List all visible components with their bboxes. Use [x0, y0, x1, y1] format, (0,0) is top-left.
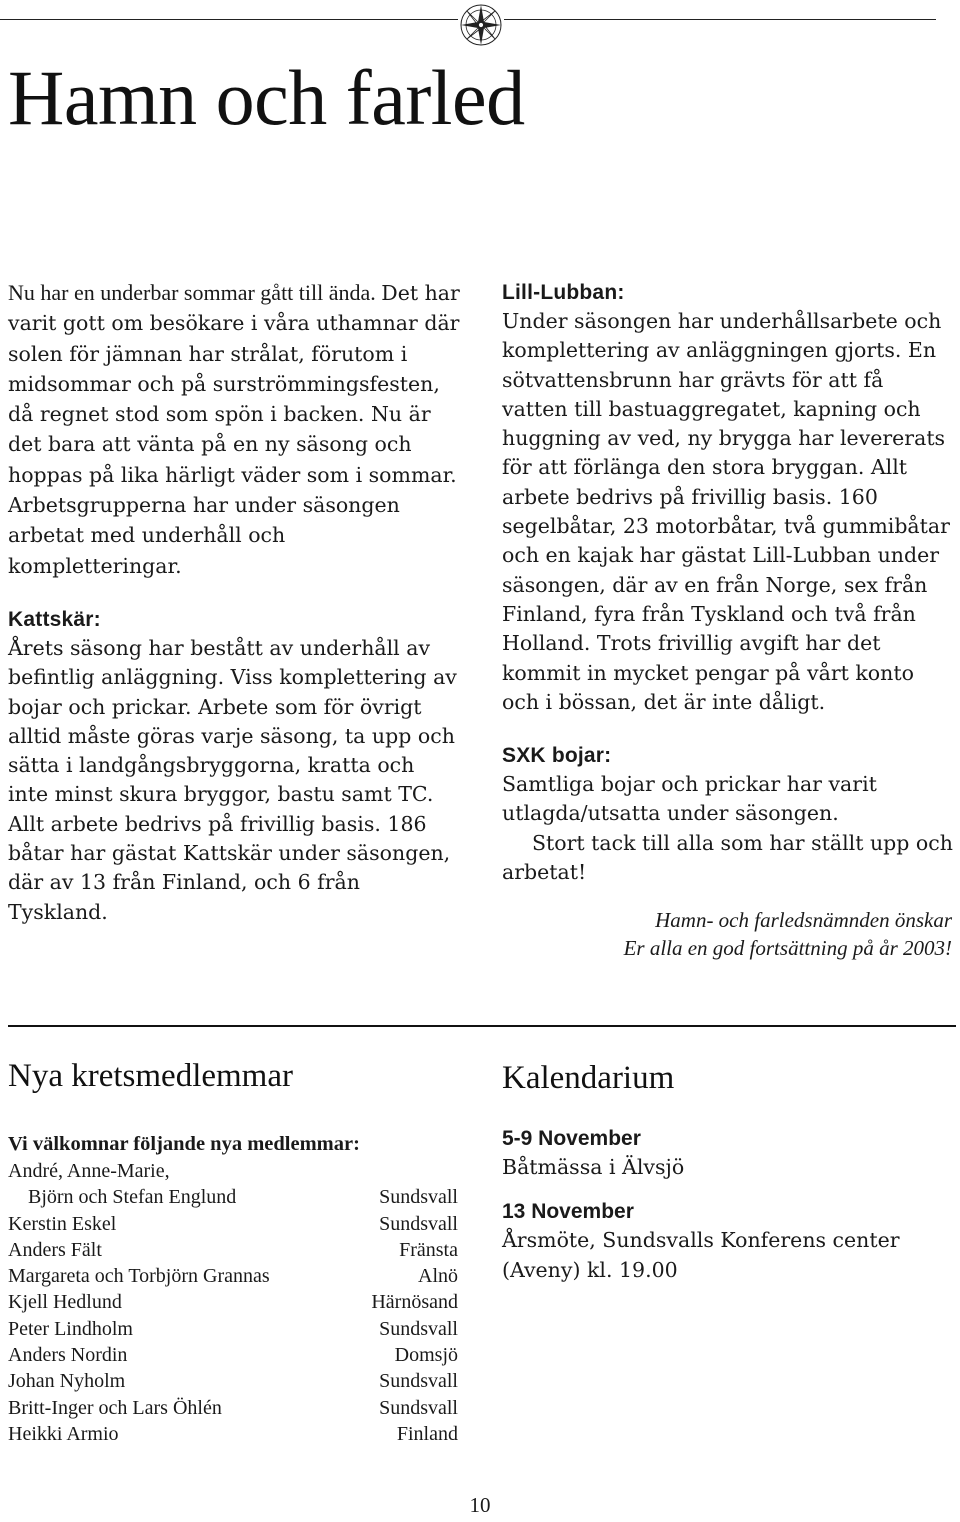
member-name: Heikki Armio — [8, 1422, 119, 1445]
member-row — [8, 1421, 458, 1447]
member-place: Sundsvall — [379, 1212, 458, 1235]
member-row — [8, 1263, 458, 1289]
member-name: Anders Nordin — [8, 1344, 128, 1367]
member-name: Peter Lindholm — [8, 1317, 133, 1340]
member-place: Fränsta — [399, 1238, 458, 1261]
member-name: Anders Fält — [8, 1238, 102, 1261]
member-place: Sundsvall — [379, 1370, 458, 1393]
member-place: Sundsvall — [379, 1317, 458, 1340]
signature-line-1: Hamn- och farledsnämnden önskar — [655, 908, 952, 932]
thanks-text: Stort tack till alla som har ställt upp och arbetat! — [502, 830, 953, 885]
sxk-bojar-text: Samtliga bojar och prickar har varit utlagda/utsatta under säsongen. — [502, 772, 877, 826]
member-row — [8, 1158, 458, 1184]
member-row — [8, 1211, 458, 1237]
member-name: Kjell Hedlund — [8, 1291, 122, 1314]
section-divider — [8, 1025, 956, 1027]
event-text: Årsmöte, Sundsvalls Konferens center (Aveny) kl. 19.00 — [502, 1228, 900, 1282]
member-place: Alnö — [418, 1265, 458, 1288]
right-column — [502, 278, 954, 887]
kattskar-text: Årets säsong har bestått av underhåll av befintlig anläggning. Viss komplettering av bojar och prickar. Arbete som för övrigt alltid måste göras varje säsong, ta upp och sätta i landgångsbryggorna, kratta och inte minst skura bryggor, bastu samt TC. Allt arbete bedrivs på frivillig basis. 186 båtar har gästat Kattskär under säsongen, där av 13 från Finland, och 6 från Tyskland. — [8, 635, 457, 924]
lill-lubban-heading: Lill-Lubban: — [502, 281, 625, 304]
member-row — [8, 1395, 458, 1421]
sxk-bojar-heading: SXK bojar: — [502, 744, 612, 768]
members-title: Nya kretsmedlemmar — [8, 1058, 293, 1094]
lill-lubban-text: Under säsongen har underhållsarbete och komplettering av anläggningen gjorts. En sötvattensbrunn har grävts för att få vatten till bastuaggregatet, kapning och huggning av ved, ny brygga har levererats för att förlänga den stora bryggan. Allt arbete bedrivs på frivillig basis. 160 segelbåtar, 23 motorbåtar, två gummibåtar och en kajak har gästat Lill-Lubban under säsongen, där av en från Norge, sex från Finland, fyra från Tyskland och två från Holland. Trots frivillig avgift har det kommit in mycket pengar på vårt konto och i bössan, det är inte dåligt. — [502, 309, 950, 714]
intro-first-line: Nu har en underbar sommar gått till ända. — [8, 280, 376, 305]
event-text: Båtmässa i Älvsjö — [502, 1155, 685, 1179]
member-row — [8, 1316, 458, 1342]
member-place: Sundsvall — [379, 1186, 458, 1209]
intro-paragraph — [8, 278, 460, 581]
member-name: Kerstin Eskel — [8, 1212, 117, 1235]
member-row — [8, 1342, 458, 1368]
members-list — [8, 1130, 458, 1447]
member-name: Björn och Stefan Englund — [28, 1186, 237, 1209]
members-lead: Vi välkomnar följande nya medlemmar: — [8, 1133, 360, 1155]
member-name: André, Anne-Marie, — [8, 1160, 170, 1182]
member-place: Härnösand — [371, 1291, 458, 1314]
page-title: Hamn och farled — [8, 54, 525, 141]
member-name: Johan Nyholm — [8, 1370, 126, 1393]
member-row — [8, 1368, 458, 1394]
page-number: 10 — [469, 1493, 491, 1517]
member-row — [8, 1184, 458, 1210]
signature-line-2: Er alla en god fortsättning på år 2003! — [623, 936, 952, 960]
event-date: 5-9 November — [502, 1127, 641, 1150]
member-name: Margareta och Torbjörn Grannas — [8, 1265, 270, 1288]
member-name: Britt-Inger och Lars Öhlén — [8, 1396, 222, 1419]
member-place: Finland — [396, 1422, 458, 1445]
member-row — [8, 1237, 458, 1263]
signature — [624, 906, 952, 962]
member-place: Domsjö — [394, 1344, 458, 1367]
member-row — [8, 1289, 458, 1315]
calendar-list — [502, 1124, 954, 1285]
intro-text: Det har varit gott om besökare i våra uthamnar där solen för jämnan har strålat, förutom i midsommar och på surströmmingsfesten, då regnet stod som spön i backen. Nu är det bara att vänta på en ny säsong och hoppas på lika härligt väder som i sommar. Arbetsgrupperna har under säsongen arbetat med underhåll och kompletteringar. — [8, 281, 460, 578]
member-place: Sundsvall — [379, 1396, 458, 1419]
calendar-title: Kalendarium — [502, 1060, 675, 1096]
compass-rose-icon — [458, 2, 504, 48]
left-column — [8, 278, 460, 927]
kattskar-heading: Kattskär: — [8, 607, 101, 631]
event-date: 13 November — [502, 1200, 634, 1224]
